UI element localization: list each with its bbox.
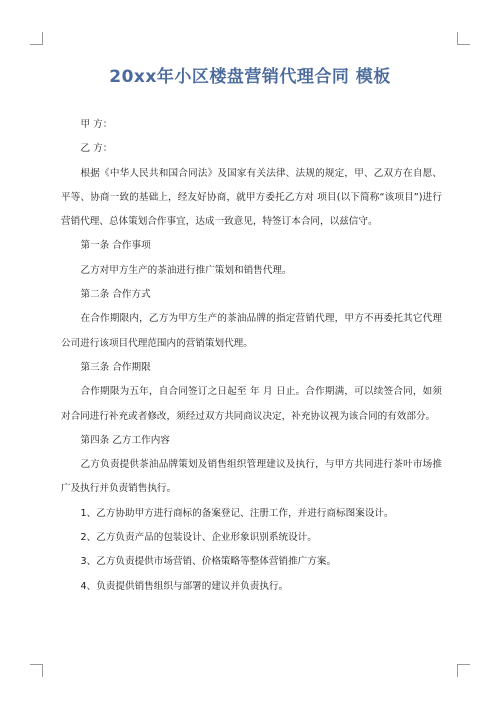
article-4-heading: 第四条 乙方工作内容 <box>80 434 170 446</box>
article-3-heading: 第三条 合作期限 <box>80 361 151 373</box>
party-a-line: 甲 方： <box>80 119 113 130</box>
article-4-item-4: 4、负责提供销售组织与部署的建议并负责执行。 <box>80 580 289 592</box>
page-corner-mark-bottom-left <box>30 664 43 677</box>
article-2-text: 在合作期限内，乙方为甲方生产的茶油品牌的指定营销代理，甲方不再委托其它代理公司进行该项目代理范围内的营销策划代理。 <box>61 313 442 349</box>
article-4-item-2: 2、乙方负责产品的包装设计、企业形象识别系统设计。 <box>80 532 317 544</box>
article-4-item-1: 1、乙方协助甲方进行商标的备案登记、注册工作，并进行商标图案设计。 <box>80 507 394 519</box>
article-1-text: 乙方对甲方生产的茶油进行推广策划和销售代理。 <box>80 264 292 276</box>
article-3-text: 合作期限为五年，自合同签订之日起至 年 月 日止。合作期满，可以续签合同，如须对合同进行补充或者修改，须经过双方共同商议决定，补充协议视为该合同的有效部分。 <box>61 386 442 422</box>
article-1-heading: 第一条 合作事项 <box>80 240 151 252</box>
preamble-paragraph: 根据《中华人民共和国合同法》及国家有关法律、法规的规定，甲、乙双方在自愿、平等、协商一致的基础上，经友好协商，就甲方委托乙方对 项目(以下简称“该项目”)进行营销代理、总体策划合作事宜，达成一致意见，特签订本合同，以兹信守。 <box>61 167 442 228</box>
page-corner-mark-bottom-right <box>457 664 470 677</box>
page-corner-mark-top-right <box>457 32 470 45</box>
article-4-text: 乙方负责提供茶油品牌策划及销售组织管理建议及执行，与甲方共同进行茶叶市场推广及执行并负责销售执行。 <box>61 459 442 495</box>
article-2-heading: 第二条 合作方式 <box>80 289 151 301</box>
page-corner-mark-top-left <box>30 32 43 45</box>
document-title: 20xx年小区楼盘营销代理合同 模板 <box>109 67 391 87</box>
article-4-item-3: 3、乙方负责提供市场营销、价格策略等整体营销推广方案。 <box>80 556 337 568</box>
document-body <box>61 113 442 599</box>
party-b-line: 乙 方： <box>80 143 113 155</box>
